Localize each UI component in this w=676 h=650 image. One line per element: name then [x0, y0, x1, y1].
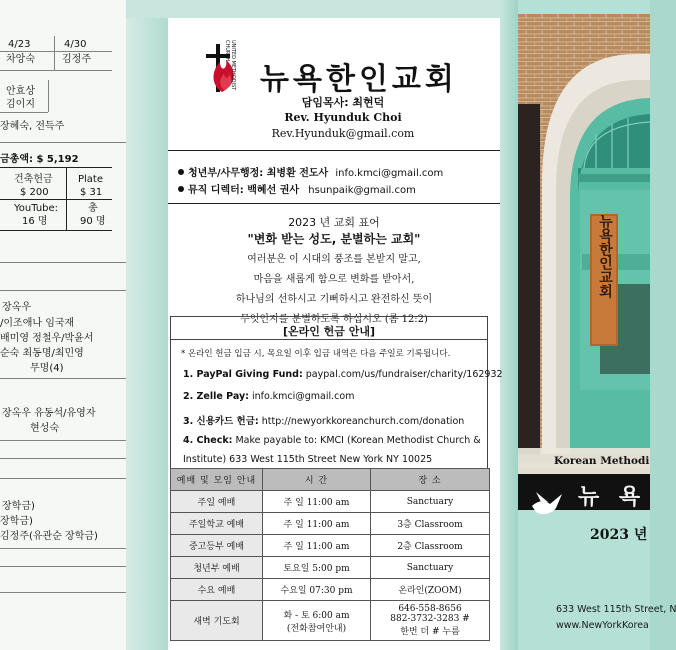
name-1: 차앙숙	[6, 54, 35, 65]
schedule-table	[170, 468, 490, 641]
online-item-value: http://newyorkkoreanchurch.com/donation	[261, 416, 465, 427]
scholar-line: 장학금)	[0, 516, 33, 527]
divider	[168, 150, 500, 151]
name-2: 김정주	[62, 54, 91, 65]
motto-title: 2023 년 교회 표어	[288, 216, 380, 229]
divider	[0, 440, 126, 441]
cover-website: www.NewYorkKorea	[556, 620, 649, 631]
list-line-2: 현성숙	[30, 423, 59, 434]
prayer-instruction: 한번 더 # 누름	[400, 627, 460, 637]
schedule-place: Sanctuary	[371, 557, 490, 579]
scholar-line: 김정주(유관순 장학금)	[0, 531, 98, 542]
left-panel	[0, 0, 126, 650]
list-line: 무명(4)	[30, 363, 64, 374]
table-row	[171, 491, 490, 513]
online-item-value: info.kmci@gmail.com	[251, 391, 355, 402]
prayer-phone: 646-558-8656	[398, 604, 462, 614]
attend-value-1: 16 명	[22, 216, 48, 227]
divider	[0, 548, 126, 549]
online-offering-box	[170, 316, 503, 472]
list-line: /이조애나 임국재	[0, 318, 75, 329]
staff-line-2	[178, 181, 416, 196]
schedule-name: 주일학교 예배	[171, 513, 263, 535]
dove-icon	[528, 486, 564, 522]
schedule-header: 예배 및 모임 안내	[171, 469, 263, 491]
table-row	[171, 557, 490, 579]
online-item-value: paypal.com/us/fundraiser/charity/162932	[305, 369, 503, 380]
fold-shadow	[126, 0, 168, 650]
staff-line-1	[178, 164, 443, 179]
divider	[0, 458, 126, 459]
cover-name: 뉴 욕	[578, 485, 647, 510]
verse-line: 여러분은 이 시대의 풍조를 본받지 말고,	[247, 254, 421, 265]
staff-1-email: info.kmci@gmail.com	[335, 168, 444, 179]
table-row	[171, 579, 490, 601]
list-line: 순숙 최동명/최민영	[0, 348, 84, 359]
divider	[66, 167, 67, 230]
bullet-icon	[178, 186, 184, 192]
online-item-card	[183, 413, 464, 427]
pastor-name-en: Rev. Hyunduk Choi	[284, 111, 402, 124]
divider	[0, 167, 112, 168]
schedule-time: 주 일 11:00 am	[263, 535, 371, 557]
online-item-value: Make payable to: KMCI (Korean Methodist Church &	[235, 435, 481, 446]
schedule-place: 3층 Classroom	[371, 513, 490, 535]
divider	[0, 478, 126, 479]
logo-text: UNITED METHODIST CHURCH	[224, 40, 236, 91]
list-line: 배미영 정철우/박윤서	[0, 333, 94, 344]
verse-line: 하나님의 선하시고 기뻐하시고 완전하신 뜻이	[235, 294, 433, 305]
offering-header-1: 건축헌금	[14, 174, 53, 185]
middle-panel	[168, 18, 503, 650]
divider	[0, 566, 126, 567]
divider	[171, 339, 487, 340]
date-1: 4/23	[8, 39, 31, 50]
date-2: 4/30	[64, 39, 87, 50]
table-row	[171, 535, 490, 557]
online-item-zelle	[183, 391, 354, 402]
schedule-place: 온라인(ZOOM)	[371, 579, 490, 601]
online-item-label: 4. Check:	[183, 435, 233, 446]
schedule-name: 청년부 예배	[171, 557, 263, 579]
church-door-photo	[518, 14, 650, 508]
online-item-label: 3. 신용카드 헌금:	[183, 416, 259, 427]
schedule-time: 주 일 11:00 am	[263, 491, 371, 513]
divider	[54, 36, 55, 70]
staff-1-name: 청년부/사무행정: 최병환 전도사	[188, 168, 329, 179]
cover-panel	[518, 0, 676, 650]
schedule-place: Sanctuary	[371, 491, 490, 513]
divider	[0, 230, 112, 231]
fold-shadow	[126, 0, 518, 18]
prayer-time-note: (전화참여안내)	[286, 623, 347, 634]
name-b: 장혜숙, 전득주	[0, 121, 65, 132]
online-note: * 온라인 헌금 입금 시, 목요일 이후 입금 내역은 다음 주일로 기록됩니다.	[181, 349, 451, 359]
schedule-header: 시 간	[263, 469, 371, 491]
offering-total: 금총액: $ 5,192	[0, 154, 79, 165]
schedule-place: 2층 Classroom	[371, 535, 490, 557]
divider	[0, 112, 48, 113]
divider	[168, 203, 500, 204]
offering-value-1: $ 200	[20, 187, 49, 198]
divider	[0, 592, 126, 593]
church-name: 뉴욕한인교회	[260, 62, 458, 97]
divider	[0, 199, 112, 200]
motto: "변화 받는 성도, 분별하는 교회"	[247, 232, 421, 246]
schedule-time	[263, 601, 371, 641]
attend-header-1: YouTube:	[14, 203, 59, 214]
pastor-email: Rev.Hyunduk@gmail.com	[271, 127, 415, 140]
list-line: 장옥우	[2, 302, 31, 313]
schedule-name: 수요 예배	[171, 579, 263, 601]
divider	[0, 378, 126, 379]
online-item-check	[183, 435, 481, 446]
cover-year: 2023 년	[590, 527, 648, 543]
schedule-name: 주일 예배	[171, 491, 263, 513]
name-a2: 김이지	[6, 99, 35, 110]
staff-2-email: hsunpaik@gmail.com	[308, 185, 416, 196]
table-row	[171, 601, 490, 641]
bullet-icon	[178, 169, 184, 175]
schedule-header-row	[171, 469, 490, 491]
name-a1: 안효상	[6, 86, 35, 97]
online-title: [온라인 헌금 안내]	[282, 325, 376, 338]
pastor-name: 담임목사: 최현덕	[301, 96, 385, 109]
prayer-code: 882-3732-3283 #	[390, 614, 470, 624]
online-item-paypal	[183, 369, 503, 380]
staff-2-name: 뮤직 디렉터: 백혜선 권사	[188, 185, 300, 196]
offering-header-2: Plate	[78, 174, 104, 185]
schedule-name: 중고등부 예배	[171, 535, 263, 557]
divider	[0, 142, 126, 143]
divider	[0, 290, 126, 291]
attend-value-2: 90 명	[80, 216, 106, 227]
schedule-time: 수요일 07:30 pm	[263, 579, 371, 601]
list-line-2: 장옥우 유동석/유영자	[2, 408, 96, 419]
divider	[48, 80, 49, 112]
schedule-header: 장 소	[371, 469, 490, 491]
banner-strip	[518, 448, 650, 474]
prayer-time: 화 - 토 6:00 am	[283, 610, 350, 621]
online-item-check-line2: Institute) 633 West 115th Street New York NY 10025	[183, 454, 433, 465]
verse-line: 무엇인지를 분별하도록 하십시오 (롬 12:2)	[240, 314, 428, 325]
online-item-label: 2. Zelle Pay:	[183, 391, 249, 402]
verse-line: 마음을 새롭게 함으로 변화를 받아서,	[253, 274, 415, 285]
schedule-name: 새벽 기도회	[171, 601, 263, 641]
cover-address: 633 West 115th Street, N	[556, 604, 676, 615]
schedule-time: 토요일 5:00 pm	[263, 557, 371, 579]
divider	[0, 262, 126, 263]
fold-shadow	[500, 0, 518, 650]
schedule-time: 주 일 11:00 am	[263, 513, 371, 535]
scholar-line: 장학금)	[2, 501, 35, 512]
banner-text: Korean Methodi	[554, 455, 650, 467]
online-item-label: 1. PayPal Giving Fund:	[183, 369, 303, 380]
table-row	[171, 513, 490, 535]
divider	[0, 51, 112, 52]
schedule-place	[371, 601, 490, 641]
attend-header-2: 총	[88, 203, 98, 214]
offering-value-2: $ 31	[80, 187, 103, 198]
divider	[0, 70, 112, 71]
sign-text: 뉴욕한인교회	[597, 214, 613, 298]
